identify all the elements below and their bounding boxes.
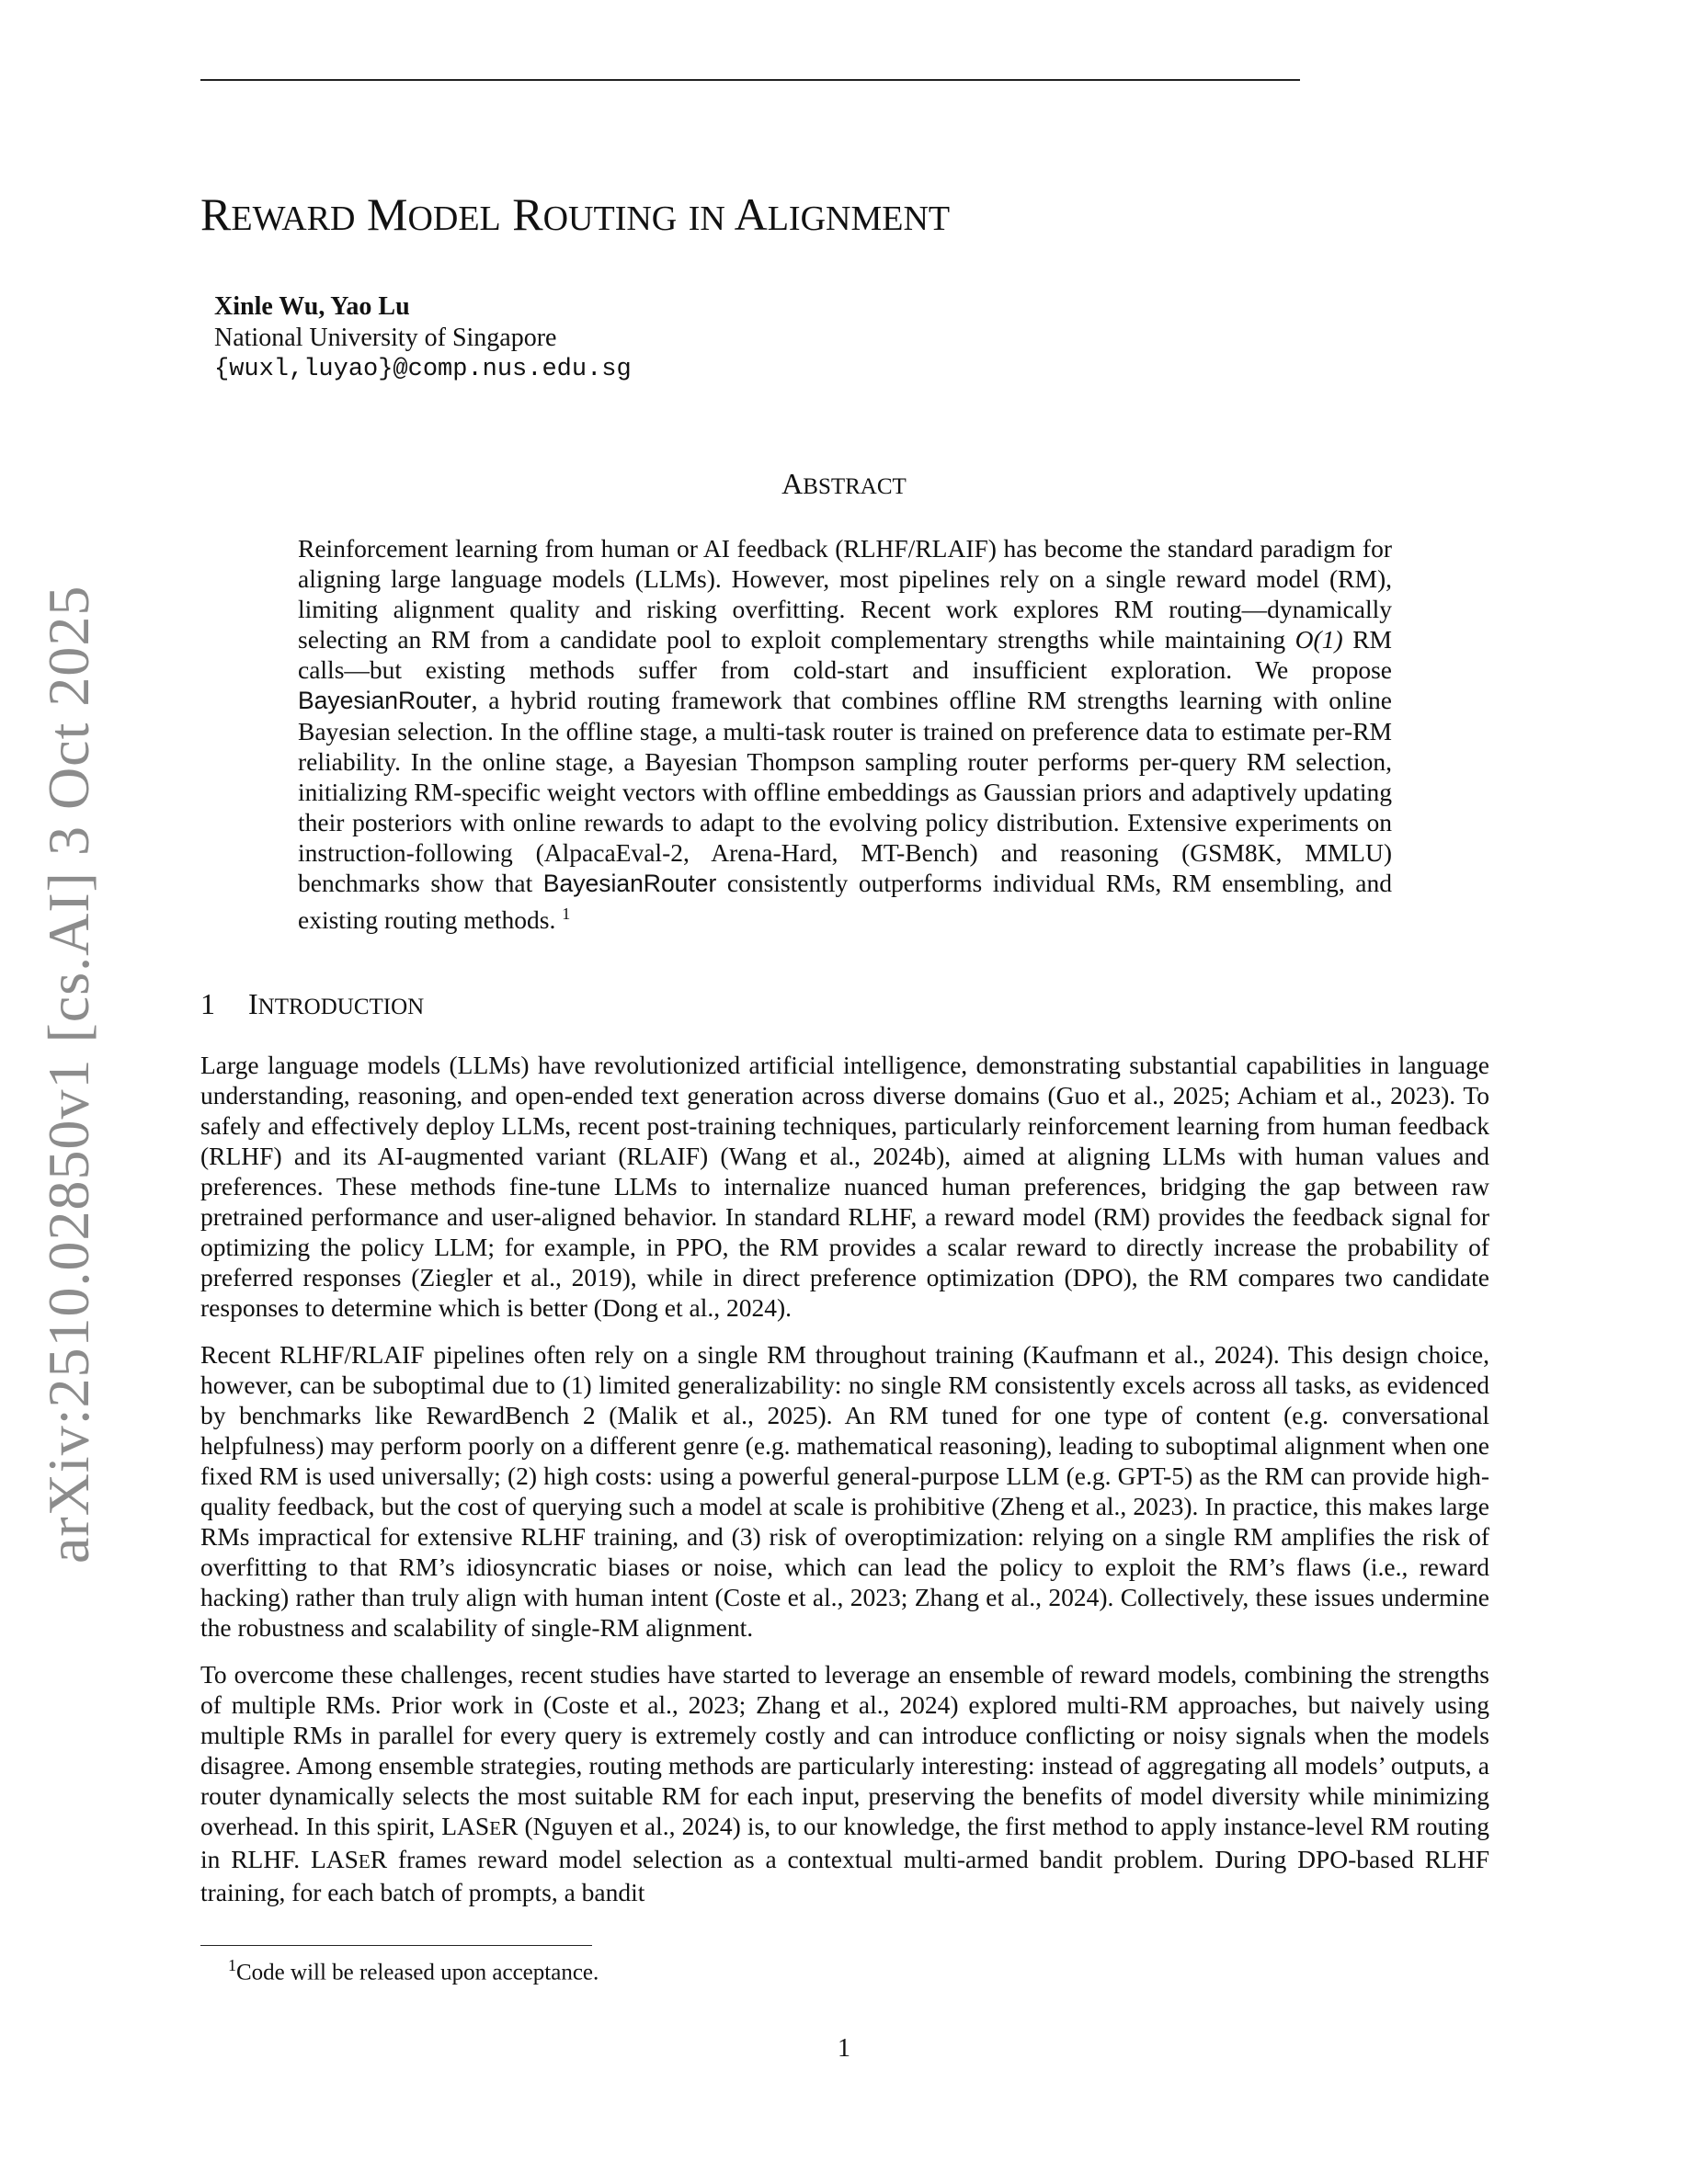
paragraph: To overcome these challenges, recent studies have started to leverage an ensemble of reward models, combining the strengths of multiple RMs. Prior work in (Coste et al., 2023; Zhang et al., 2024) explored multi-RM approaches, but naively using multiple RMs in parallel for every query is extremely costly and can introduce conflicting or noisy signals when the models disagree. Among ensemble strategies, routing methods are particularly interesting: instead of aggregating all models’ outputs, a router dynamically selects the most suitable RM for each input, preserving the benefits of model diversity while minimizing overhead. In this spirit, LASER (Nguyen et al., 2024) is, to our knowledge, the first method to apply instance-level RM routing in RLHF. LASER frames reward model selection as a contextual multi-armed bandit problem. During DPO-based RLHF training, for each batch of prompts, a bandit bbox=[200, 1660, 1489, 1906]
footnote-rule bbox=[200, 1945, 592, 1946]
abstract-text: Reinforcement learning from human or AI feedback (RLHF/RLAIF) has become the standard paradigm for aligning large language models (LLMs). However, most pipelines rely on a single reward model (RM), limiting alignment quality and risking overfitting. Recent work explores RM routing—dynamically selecting an RM from a candidate pool to exploit complementary strengths while maintaining O(1) RM calls—but existing methods suffer from cold-start and insufficient exploration. We propose BayesianRouter, a hybrid routing framework that combines offline RM strengths learning with online Bayesian selection. In the offline stage, a multi-task router is trained on preference data to estimate per-RM reliability. In the online stage, a Bayesian Thompson sampling router performs per-query RM selection, initializing RM-specific weight vectors with offline embeddings as Gaussian priors and adaptively updating their posteriors with online rewards to adapt to the evolving policy distribution. Extensive experiments on instruction-following (AlpacaEval-2, Arena-Hard, MT-Bench) and reasoning (GSM8K, MMLU) benchmarks show that BayesianRouter consistently outperforms individual RMs, RM ensembling, and existing routing methods. $^1$ bbox=[298, 534, 1392, 935]
footnote: $^1$Code will be released upon acceptance. bbox=[228, 1956, 599, 1985]
method-name-laser: LASER bbox=[441, 1812, 519, 1840]
top-rule bbox=[200, 79, 1300, 81]
paragraph: Large language models (LLMs) have revolutionized artificial intelligence, demonstrating substantial capabilities in language understanding, reasoning, and open-ended text generation across diverse domains (Guo et al., 2025; Achiam et al., 2023). To safely and effectively deploy LLMs, recent post-training techniques, particularly reinforcement learning from human feedback (RLHF) and its AI-augmented variant (RLAIF) (Wang et al., 2024b), aimed at aligning LLMs with human values and preferences. These methods fine-tune LLMs to internalize nuanced human preferences, bridging the gap between raw pretrained performance and user-aligned behavior. In standard RLHF, a reward model (RM) provides the feedback signal for optimizing the policy LLM; for example, in PPO, the RM provides a scalar reward to directly increase the probability of preferred responses (Ziegler et al., 2019), while in direct preference optimization (DPO), the RM compares two candidate responses to determine which is better (Dong et al., 2024). bbox=[200, 1051, 1489, 1322]
paper-title: REWARD MODEL ROUTING IN ALIGNMENT bbox=[200, 188, 951, 240]
section-number: 1 bbox=[200, 987, 215, 1020]
author-email: {wuxl,luyao}@comp.nus.edu.sg bbox=[214, 356, 632, 383]
abstract-heading: ABSTRACT bbox=[781, 467, 907, 500]
page-number: 1 bbox=[838, 2034, 850, 2063]
big-o-notation: O(1) bbox=[1295, 625, 1343, 654]
footnote-marker: 1 bbox=[562, 904, 571, 923]
affiliation: National University of Singapore bbox=[214, 324, 557, 352]
section-heading-introduction: 1 INTRODUCTION bbox=[200, 987, 425, 1020]
method-name-laser: LASER bbox=[310, 1845, 388, 1873]
author-names: Xinle Wu, Yao Lu bbox=[214, 292, 410, 321]
system-name: BayesianRouter bbox=[542, 870, 717, 897]
arxiv-identifier-stamp: arXiv:2510.02850v1 [cs.AI] 3 Oct 2025 bbox=[36, 585, 101, 1564]
system-name: BayesianRouter bbox=[298, 687, 472, 714]
introduction-body bbox=[200, 1050, 1489, 1924]
author-block bbox=[214, 290, 632, 385]
paragraph: Recent RLHF/RLAIF pipelines often rely on a single RM throughout training (Kaufmann et al., 2024). This design choice, however, can be suboptimal due to (1) limited generalizability: no single RM consistently excels across all tasks, as evidenced by benchmarks like RewardBench 2 (Malik et al., 2025). An RM tuned for one type of content (e.g. conversational helpfulness) may perform poorly on a different genre (e.g. mathematical reasoning), leading to suboptimal alignment when one fixed RM is used universally; (2) high costs: using a powerful general-purpose LLM (e.g. GPT-5) as the RM can provide high-quality feedback, but the cost of querying such a model at scale is prohibitive (Zheng et al., 2023). In practice, this makes large RMs impractical for extensive RLHF training, and (3) risk of overoptimization: relying on a single RM amplifies the risk of overfitting to that RM’s idiosyncratic biases or noise, which can lead the policy to exploit the RM’s flaws (i.e., reward hacking) rather than truly align with human intent (Coste et al., 2023; Zhang et al., 2024). Collectively, these issues undermine the robustness and scalability of single-RM alignment. bbox=[200, 1340, 1489, 1642]
